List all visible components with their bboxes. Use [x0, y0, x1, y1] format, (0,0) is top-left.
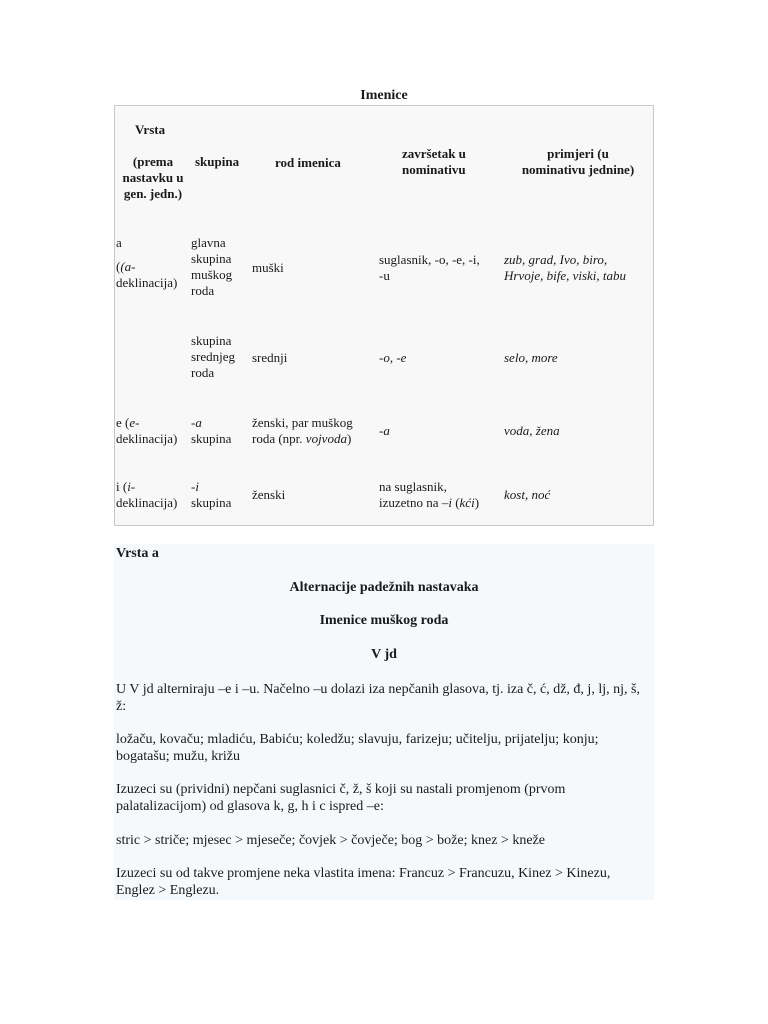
header-zavrsetak: završetak u nominativu — [402, 146, 466, 177]
row2-rod: srednji — [252, 350, 288, 365]
row3-vrsta: e (e- deklinacija) — [116, 415, 178, 446]
row4-zavrsetak: na suglasnik, izuzetno na –i (kći) — [379, 479, 480, 510]
paragraph-2: ložaču, kovaču; mladiću, Babiću; koledžu; slavuju, farizeju; učitelju, prijatelju; konju; bogatašu; mužu, križu — [116, 732, 599, 764]
row3-rod: ženski, par muškog roda (npr. vojvoda) — [252, 415, 353, 446]
subheading-imenice: Imenice muškog roda — [319, 613, 449, 628]
row4-skupina: -i skupina — [191, 479, 232, 510]
row1-vrsta: a ((a- deklinacija) — [116, 235, 178, 290]
row2-primjeri: selo, more — [504, 350, 558, 365]
subheading-vjd: V jd — [371, 647, 397, 662]
row1-rod: muški — [252, 260, 284, 275]
row3-primjeri: voda, žena — [504, 423, 560, 438]
row3-zavrsetak: -a — [379, 423, 390, 438]
paragraph-1: U V jd alterniraju –e i –u. Načelno –u dolazi iza nepčanih glasova, tj. iza č, ć, dž, đ, j, lj, nj, š, ž: — [116, 682, 640, 714]
page-title: Imenice — [360, 88, 408, 103]
subheading-alternacije: Alternacije padežnih nastavaka — [289, 580, 479, 595]
header-primjeri: primjeri (u nominativu jednine) — [521, 146, 635, 177]
row4-primjeri: kost, noć — [504, 487, 551, 502]
row4-rod: ženski — [252, 487, 286, 502]
row1-zavrsetak: suglasnik, -o, -e, -i, -u — [379, 252, 480, 283]
row1-primjeri: zub, grad, Ivo, biro, Hrvoje, bife, viski, tabu — [504, 252, 627, 283]
paragraph-3: Izuzeci su (prividni) nepčani suglasnici č, ž, š koji su nastali promjenom (prvom palatalizacijom) od glasova k, g, h i c ispred –e: — [116, 782, 566, 814]
header-vrsta-sub: (prema nastavku u gen. jedn.) — [122, 154, 184, 201]
paragraph-4: stric > striče; mjesec > mjeseče; čovjek > čovječe; bog > bože; knez > kneže — [116, 833, 545, 848]
paragraph-5: Izuzeci su od takve promjene neka vlastita imena: Francuz > Francuzu, Kinez > Kinezu, Englez > Englezu. — [116, 866, 611, 898]
header-vrsta: Vrsta — [135, 122, 166, 137]
row3-skupina: -a skupina — [191, 415, 232, 446]
header-skupina: skupina — [195, 154, 240, 169]
header-rod: rod imenica — [275, 155, 341, 170]
section-heading: Vrsta a — [116, 546, 159, 561]
row2-skupina: skupina srednjeg roda — [191, 333, 236, 380]
row1-skupina: glavna skupina muškog roda — [191, 235, 233, 298]
row4-vrsta: i (i- deklinacija) — [116, 479, 178, 510]
row2-zavrsetak: -o, -e — [379, 350, 407, 365]
declension-table — [114, 105, 654, 526]
